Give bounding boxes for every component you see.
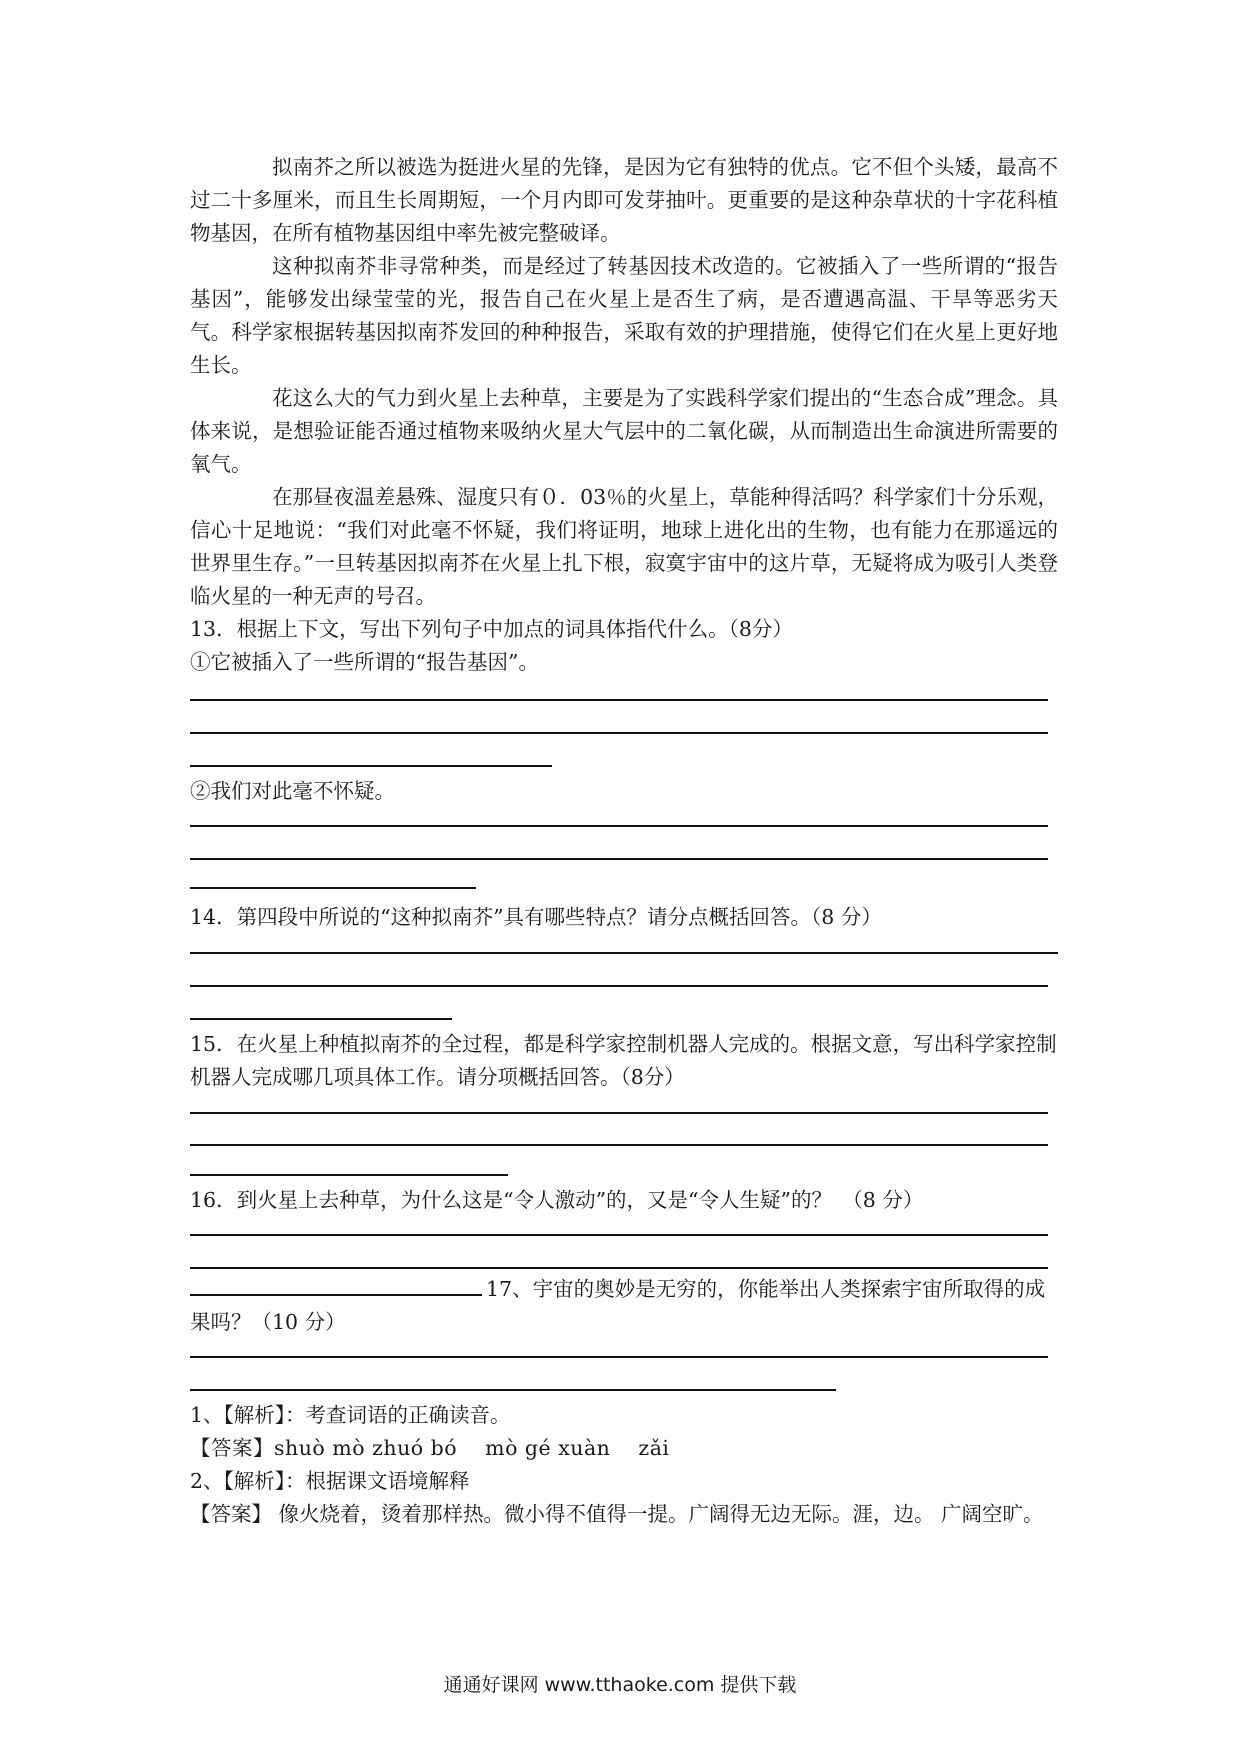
answer-1-analysis: 1、【解析】：考查词语的正确读音。 [190,1403,511,1427]
answer-line [190,1293,482,1296]
question-17: 17、宇宙的奥妙是无穷的，你能举出人类探索宇宙所取得的成果吗？（10 分） [190,1277,1046,1334]
question-13-item-2: ②我们对此毫不怀疑。 [190,779,395,803]
page-footer: 通通好课网 www.tthaoke.com 提供下载 [443,1674,797,1696]
passage-paragraph-2: 这种拟南芥非寻常种类，而是经过了转基因技术改造的。它被插入了一些所谓的“报告基因”，能够发出绿莹莹的光，报告自己在火星上是否生了病，是否遭遇高温、干旱等恶劣天气。科学家根据转基因拟南芥发回的种种报告，采取有效的护理措施，使得它们在火星上更好地生长。 [190,254,1058,377]
question-16: 16．到火星上去种草，为什么这是“令人激动”的，又是“令人生疑”的？ （8 分） [190,1188,924,1212]
answer-1-answer: 【答案】shuò mò zhuó bó mò gé xuàn zǎi [190,1436,670,1460]
document-content [190,151,1058,1531]
question-14: 14．第四段中所说的“这种拟南芥”具有哪些特点？请分点概括回答。（8 分） [190,905,882,929]
passage-paragraph-1: 拟南芥之所以被选为挺进火星的先锋，是因为它有独特的优点。它不但个头矮，最高不过二十多厘米，而且生长周期短，一个月内即可发芽抽叶。更重要的是这种杂草状的十字花科植物基因，在所有植物基因组中率先被完整破译。 [190,155,1058,245]
answer-2-analysis: 2、【解析】：根据课文语境解释 [190,1469,470,1493]
passage-paragraph-4: 在那昼夜温差悬殊、湿度只有０．03％的火星上，草能种得活吗？科学家们十分乐观，信心十足地说：“我们对此毫不怀疑，我们将证明，地球上进化出的生物，也有能力在那遥远的世界里生存。”一旦转基因拟南芥在火星上扎下根，寂寞宇宙中的这片草，无疑将成为吸引人类登临火星的一种无声的号召。 [190,485,1058,608]
question-13: 13．根据上下文，写出下列句子中加点的词具体指代什么。（8分） [190,617,793,641]
answer-2-answer: 【答案】 像火烧着，烫着那样热。微小得不值得一提。广阔得无边无际。涯，边。 广阔空旷。 [190,1502,1044,1526]
question-15: 15．在火星上种植拟南芥的全过程，都是科学家控制机器人完成的。根据文意，写出科学家控制机器人完成哪几项具体工作。请分项概括回答。（8分） [190,1032,1057,1089]
passage-paragraph-3: 花这么大的气力到火星上去种草，主要是为了实践科学家们提出的“生态合成”理念。具体来说，是想验证能否通过植物来吸纳火星大气层中的二氧化碳，从而制造出生命演进所需要的氧气。 [190,386,1058,476]
question-17-row [190,1273,1058,1339]
question-13-item-1: ①它被插入了一些所谓的“报告基因”。 [190,650,539,674]
